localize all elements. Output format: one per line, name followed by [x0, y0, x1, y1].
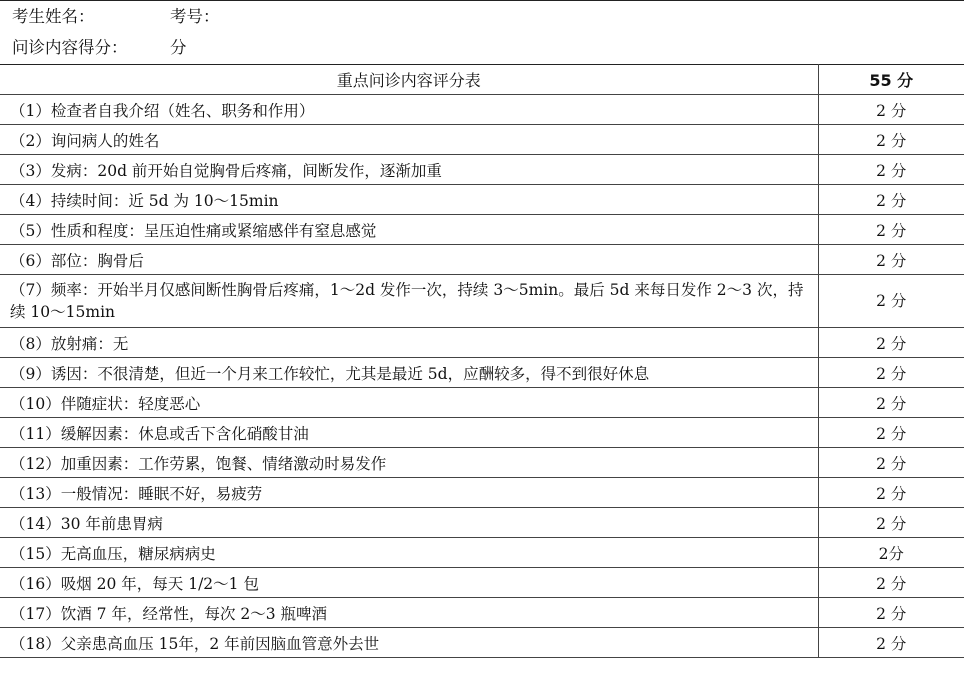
table-row [0, 598, 964, 628]
table-title: 重点问诊内容评分表 [0, 65, 818, 95]
table-row [0, 215, 964, 245]
row-item-text: （9）诱因：不很清楚，但近一个月来工作较忙，尤其是最近 5d，应酬较多，得不到很好休息 [0, 358, 818, 388]
row-item-text: （5）性质和程度：呈压迫性痛或紧缩感伴有窒息感觉 [0, 215, 818, 245]
row-points: 2 分 [818, 508, 964, 538]
table-row [0, 388, 964, 418]
row-item-text: （18）父亲患高血压 15年，2 年前因脑血管意外去世 [0, 628, 818, 658]
row-points: 2 分 [818, 418, 964, 448]
row-item-text: （12）加重因素：工作劳累，饱餐、情绪激动时易发作 [0, 448, 818, 478]
table-row [0, 328, 964, 358]
row-item-text: （6）部位：胸骨后 [0, 245, 818, 275]
table-row [0, 95, 964, 125]
row-item-text: （10）伴随症状：轻度恶心 [0, 388, 818, 418]
row-points: 2 分 [818, 388, 964, 418]
table-row [0, 155, 964, 185]
row-item-text: （14）30 年前患胃病 [0, 508, 818, 538]
row-points: 2 分 [818, 628, 964, 658]
row-points: 2 分 [818, 358, 964, 388]
row-item-text: （15）无高血压，糖尿病病史 [0, 538, 818, 568]
row-points: 2 分 [818, 568, 964, 598]
row-points: 2 分 [818, 155, 964, 185]
row-item-text: （8）放射痛：无 [0, 328, 818, 358]
table-header-row [0, 65, 964, 95]
table-row [0, 568, 964, 598]
row-item-text: （17）饮酒 7 年，经常性，每次 2～3 瓶啤酒 [0, 598, 818, 628]
row-item-text: （11）缓解因素：休息或舌下含化硝酸甘油 [0, 418, 818, 448]
top-rule [0, 0, 964, 1]
row-points: 2 分 [818, 598, 964, 628]
row-item-text: （16）吸烟 20 年，每天 1/2～1 包 [0, 568, 818, 598]
table-row [0, 358, 964, 388]
row-item-text: （4）持续时间：近 5d 为 10～15min [0, 185, 818, 215]
row-item-text: （13）一般情况：睡眠不好，易疲劳 [0, 478, 818, 508]
row-points: 2 分 [818, 185, 964, 215]
scoring-table [0, 64, 964, 658]
row-points: 2 分 [818, 448, 964, 478]
table-total-points: 55 分 [818, 65, 964, 95]
candidate-name-label: 考生姓名： [12, 7, 95, 26]
table-row [0, 628, 964, 658]
table-row [0, 448, 964, 478]
candidate-info-line [12, 7, 220, 27]
row-points: 2 分 [818, 275, 964, 328]
table-row [0, 275, 964, 328]
interview-score-line [12, 38, 187, 58]
row-item-text: （2）询问病人的姓名 [0, 125, 818, 155]
row-points: 2分 [818, 538, 964, 568]
table-row [0, 478, 964, 508]
table-row [0, 418, 964, 448]
row-points: 2 分 [818, 95, 964, 125]
interview-score-unit: 分 [170, 38, 187, 57]
interview-score-label: 问诊内容得分： [12, 38, 128, 57]
table-row [0, 538, 964, 568]
exam-number-label: 考号： [170, 7, 220, 26]
row-points: 2 分 [818, 478, 964, 508]
row-item-text: （7）频率：开始半月仅感间断性胸骨后疼痛，1～2d 发作一次，持续 3～5min。最后 5d 来每日发作 2～3 次，持续 10～15min [0, 275, 818, 328]
table-row [0, 125, 964, 155]
row-points: 2 分 [818, 125, 964, 155]
row-item-text: （3）发病：20d 前开始自觉胸骨后疼痛，间断发作，逐渐加重 [0, 155, 818, 185]
row-item-text: （1）检查者自我介绍（姓名、职务和作用） [0, 95, 818, 125]
table-row [0, 245, 964, 275]
row-points: 2 分 [818, 245, 964, 275]
row-points: 2 分 [818, 215, 964, 245]
table-row [0, 508, 964, 538]
table-row [0, 185, 964, 215]
row-points: 2 分 [818, 328, 964, 358]
